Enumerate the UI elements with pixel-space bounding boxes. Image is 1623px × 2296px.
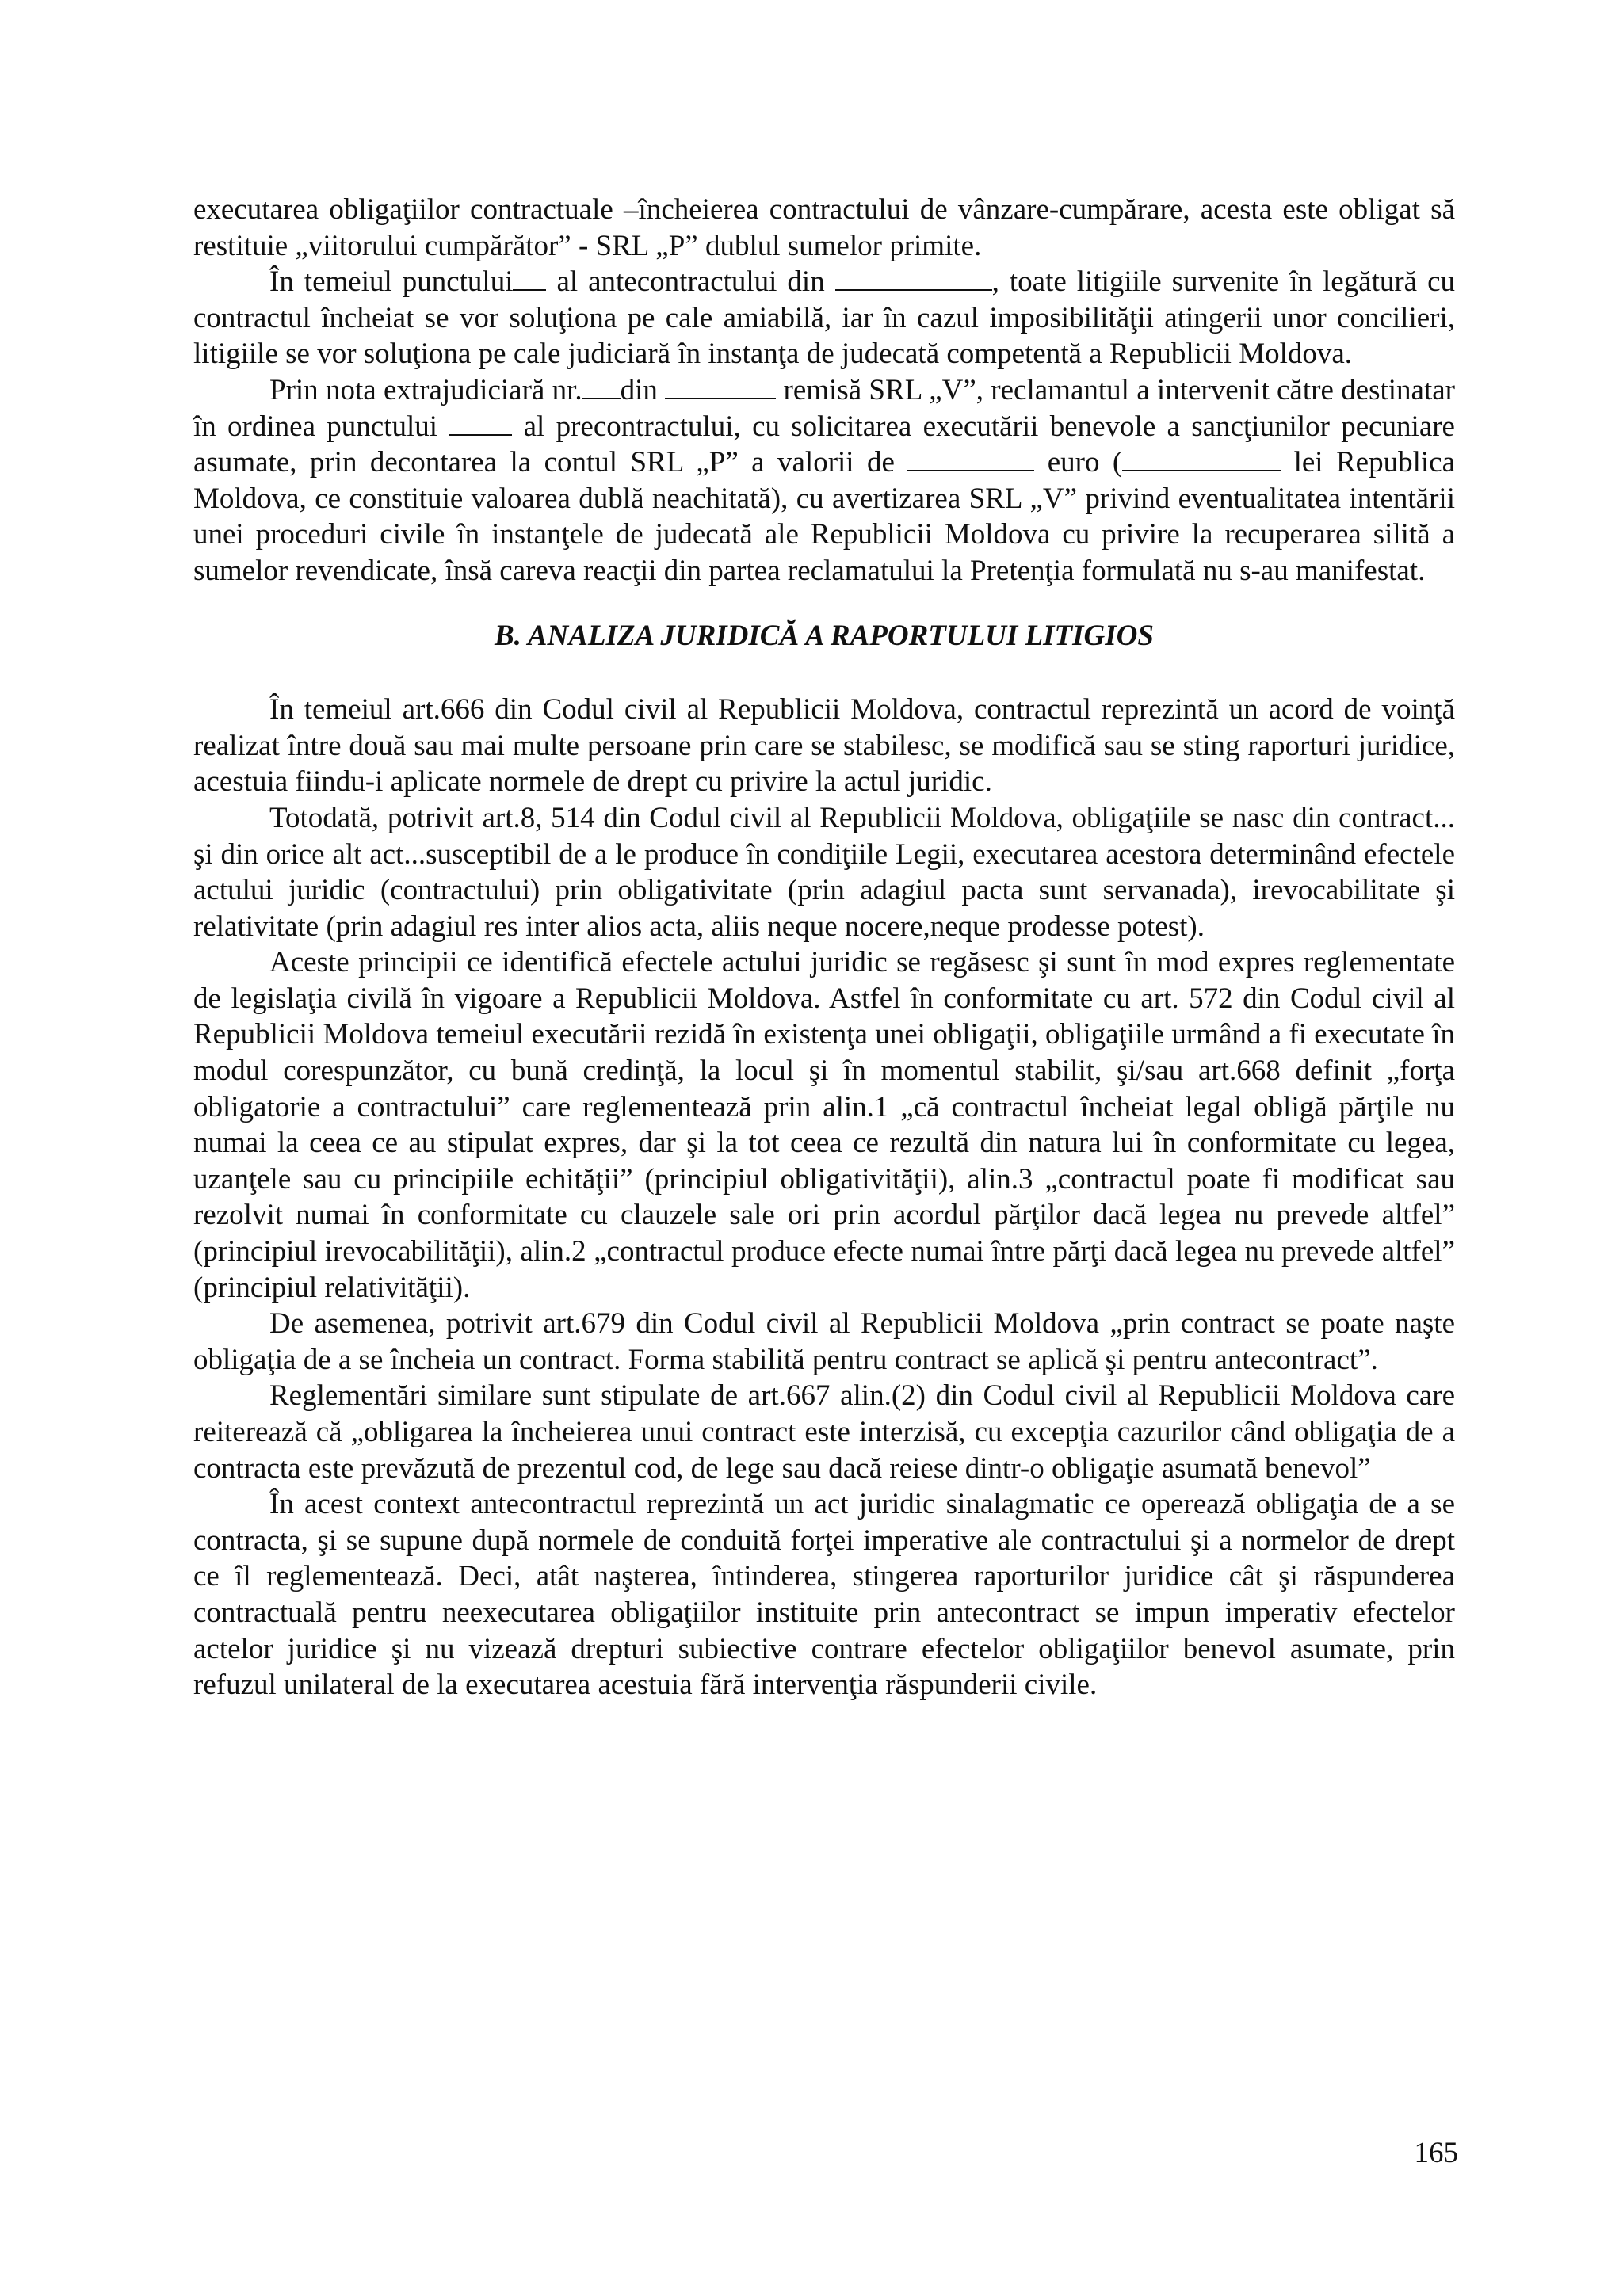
paragraph-art-667: Reglementări similare sunt stipulate de art.667 alin.(2) din Codul civil al Republicii Moldova care reiterează că „obligarea la încheierea unui contract este interzisă, cu excepţia cazurilor când obligaţia de a contracta este prevăzută de prezentul cod, de lege sau dacă reiese dintr-o obligaţie asumată benevol” (193, 1379, 1455, 1485)
section-heading: B. ANALIZA JURIDICĂ A RAPORTULUI LITIGIOS (495, 619, 1154, 652)
blank-field (449, 410, 512, 436)
text-segment: al precontractului, cu solicitarea executării benevole a sancţiunilor pecuniare asumate, prin decontarea la contul SRL „P” a valorii de (193, 410, 1455, 479)
blank-field (835, 265, 992, 291)
blank-field (665, 374, 776, 399)
paragraph-continuation: executarea obligaţiilor contractuale –încheierea contractului de vânzare-cumpărare, acesta este obligat să restituie „viitorului cumpărător” - SRL „P” dublul sumelor primite. (193, 193, 1455, 262)
blank-field (1122, 446, 1281, 471)
paragraph-principles: Aceste principii ce identifică efectele actului juridic se regăsesc şi sunt în mod expres reglementate de legislaţia civilă în vigoare a Republicii Moldova. Astfel în conformitate cu art. 572 din Codul civil al Republicii Moldova temeiul executării rezidă în existenţa unei obligaţii, obligaţiile urmând a fi executate în modul corespunzător, cu bună credinţă, la locul şi în momentul stabilit, şi/sau art.668 definit „forţa obligatorie a contractului” care reglementează prin alin.1 „că contractul încheiat legal obligă părţile nu numai la ceea ce au stipulat expres, dar şi la tot ceea ce rezultă din natura lui în conformitate cu legea, uzanţele sau cu principiile echităţii” (principiul obligativităţii), alin.3 „contractul poate fi modificat sau rezolvit numai în conformitate cu clauzele sale ori prin acordul părţilor dacă legea nu prevede altfel” (principiul irevocabilităţii), alin.2 „contractul produce efecte numai între părţi dacă legea nu prevede altfel” (principiul relativităţii). (193, 946, 1455, 1304)
text-segment: euro ( (1034, 446, 1123, 479)
document-page (193, 192, 1455, 1703)
paragraph-litigation-clause (193, 264, 1455, 372)
paragraph-extrajudicial-note (193, 372, 1455, 589)
text-segment: lei Republica Moldova, ce constituie valoarea dublă neachitată), cu avertizarea SRL „V” privind eventualitatea intentării unei proceduri civile în instanţele de judecată ale Republicii Moldova cu privire la recuperarea silită a sumelor revendicate, însă careva reacţii din partea reclamatului la Pretenţia formulată nu s-au manifestat. (193, 446, 1455, 587)
text-segment: al antecontractului din (546, 265, 835, 299)
blank-field (513, 265, 546, 291)
paragraph-art-666: În temeiul art.666 din Codul civil al Republicii Moldova, contractul reprezintă un acord de voinţă realizat între două sau mai multe persoane prin care se stabilesc, se modifică sau se sting raporturi juridice, acestuia fiindu-i aplicate normele de drept cu privire la actul juridic. (193, 693, 1455, 799)
text-segment: din (620, 373, 666, 406)
text-segment: remisă SRL „V”, reclamantul a intervenit către destinatar în ordinea punctului (193, 373, 1455, 443)
text-segment: Prin nota extrajudiciară nr. (269, 373, 582, 406)
paragraph-art-8-514: Totodată, potrivit art.8, 514 din Codul civil al Republicii Moldova, obligaţiile se nasc din contract... şi din orice alt act...susceptibil de a le produce în condiţiile Legii, executarea acestora determinând efectele actului juridic (contractului) prin obligativitate (prin adagiul pacta sunt servanada), irevocabilitate şi relativitate (prin adagiul res inter alios acta, aliis neque nocere,neque prodesse potest). (193, 801, 1455, 943)
blank-field (907, 446, 1034, 471)
blank-field (582, 374, 621, 399)
page-number: 165 (1414, 2137, 1458, 2169)
text-segment: În temeiul punctului (269, 265, 514, 299)
paragraph-art-679: De asemenea, potrivit art.679 din Codul civil al Republicii Moldova „prin contract se poate naşte obligaţia de a se încheia un contract. Forma stabilită pentru contract se aplică şi pentru antecontract”. (193, 1307, 1455, 1376)
text-segment: , toate litigiile survenite în legătură cu contractul încheiat se vor soluţiona pe cale amiabilă, iar în cazul imposibilităţii atingerii unor concilieri, litigiile se vor soluţiona pe cale judiciară în instanţa de judecată competentă a Republicii Moldova. (193, 265, 1455, 371)
paragraph-antecontract-context: În acest context antecontractul reprezintă un act juridic sinalagmatic ce operează obligaţia de a se contracta, şi se supune după normele de conduită forţei imperative ale contractului şi a normelor de drept ce îl reglementează. Deci, atât naşterea, întinderea, stingerea raporturilor juridice cât şi răspunderea contractuală pentru neexecutarea obligaţiilor instituite prin antecontract se impun imperativ efectelor actelor juridice şi nu vizează drepturi subiective contrare efectelor obligaţiilor benevol asumate, prin refuzul unilateral de la executarea acestuia fără intervenţia răspunderii civile. (193, 1488, 1455, 1702)
